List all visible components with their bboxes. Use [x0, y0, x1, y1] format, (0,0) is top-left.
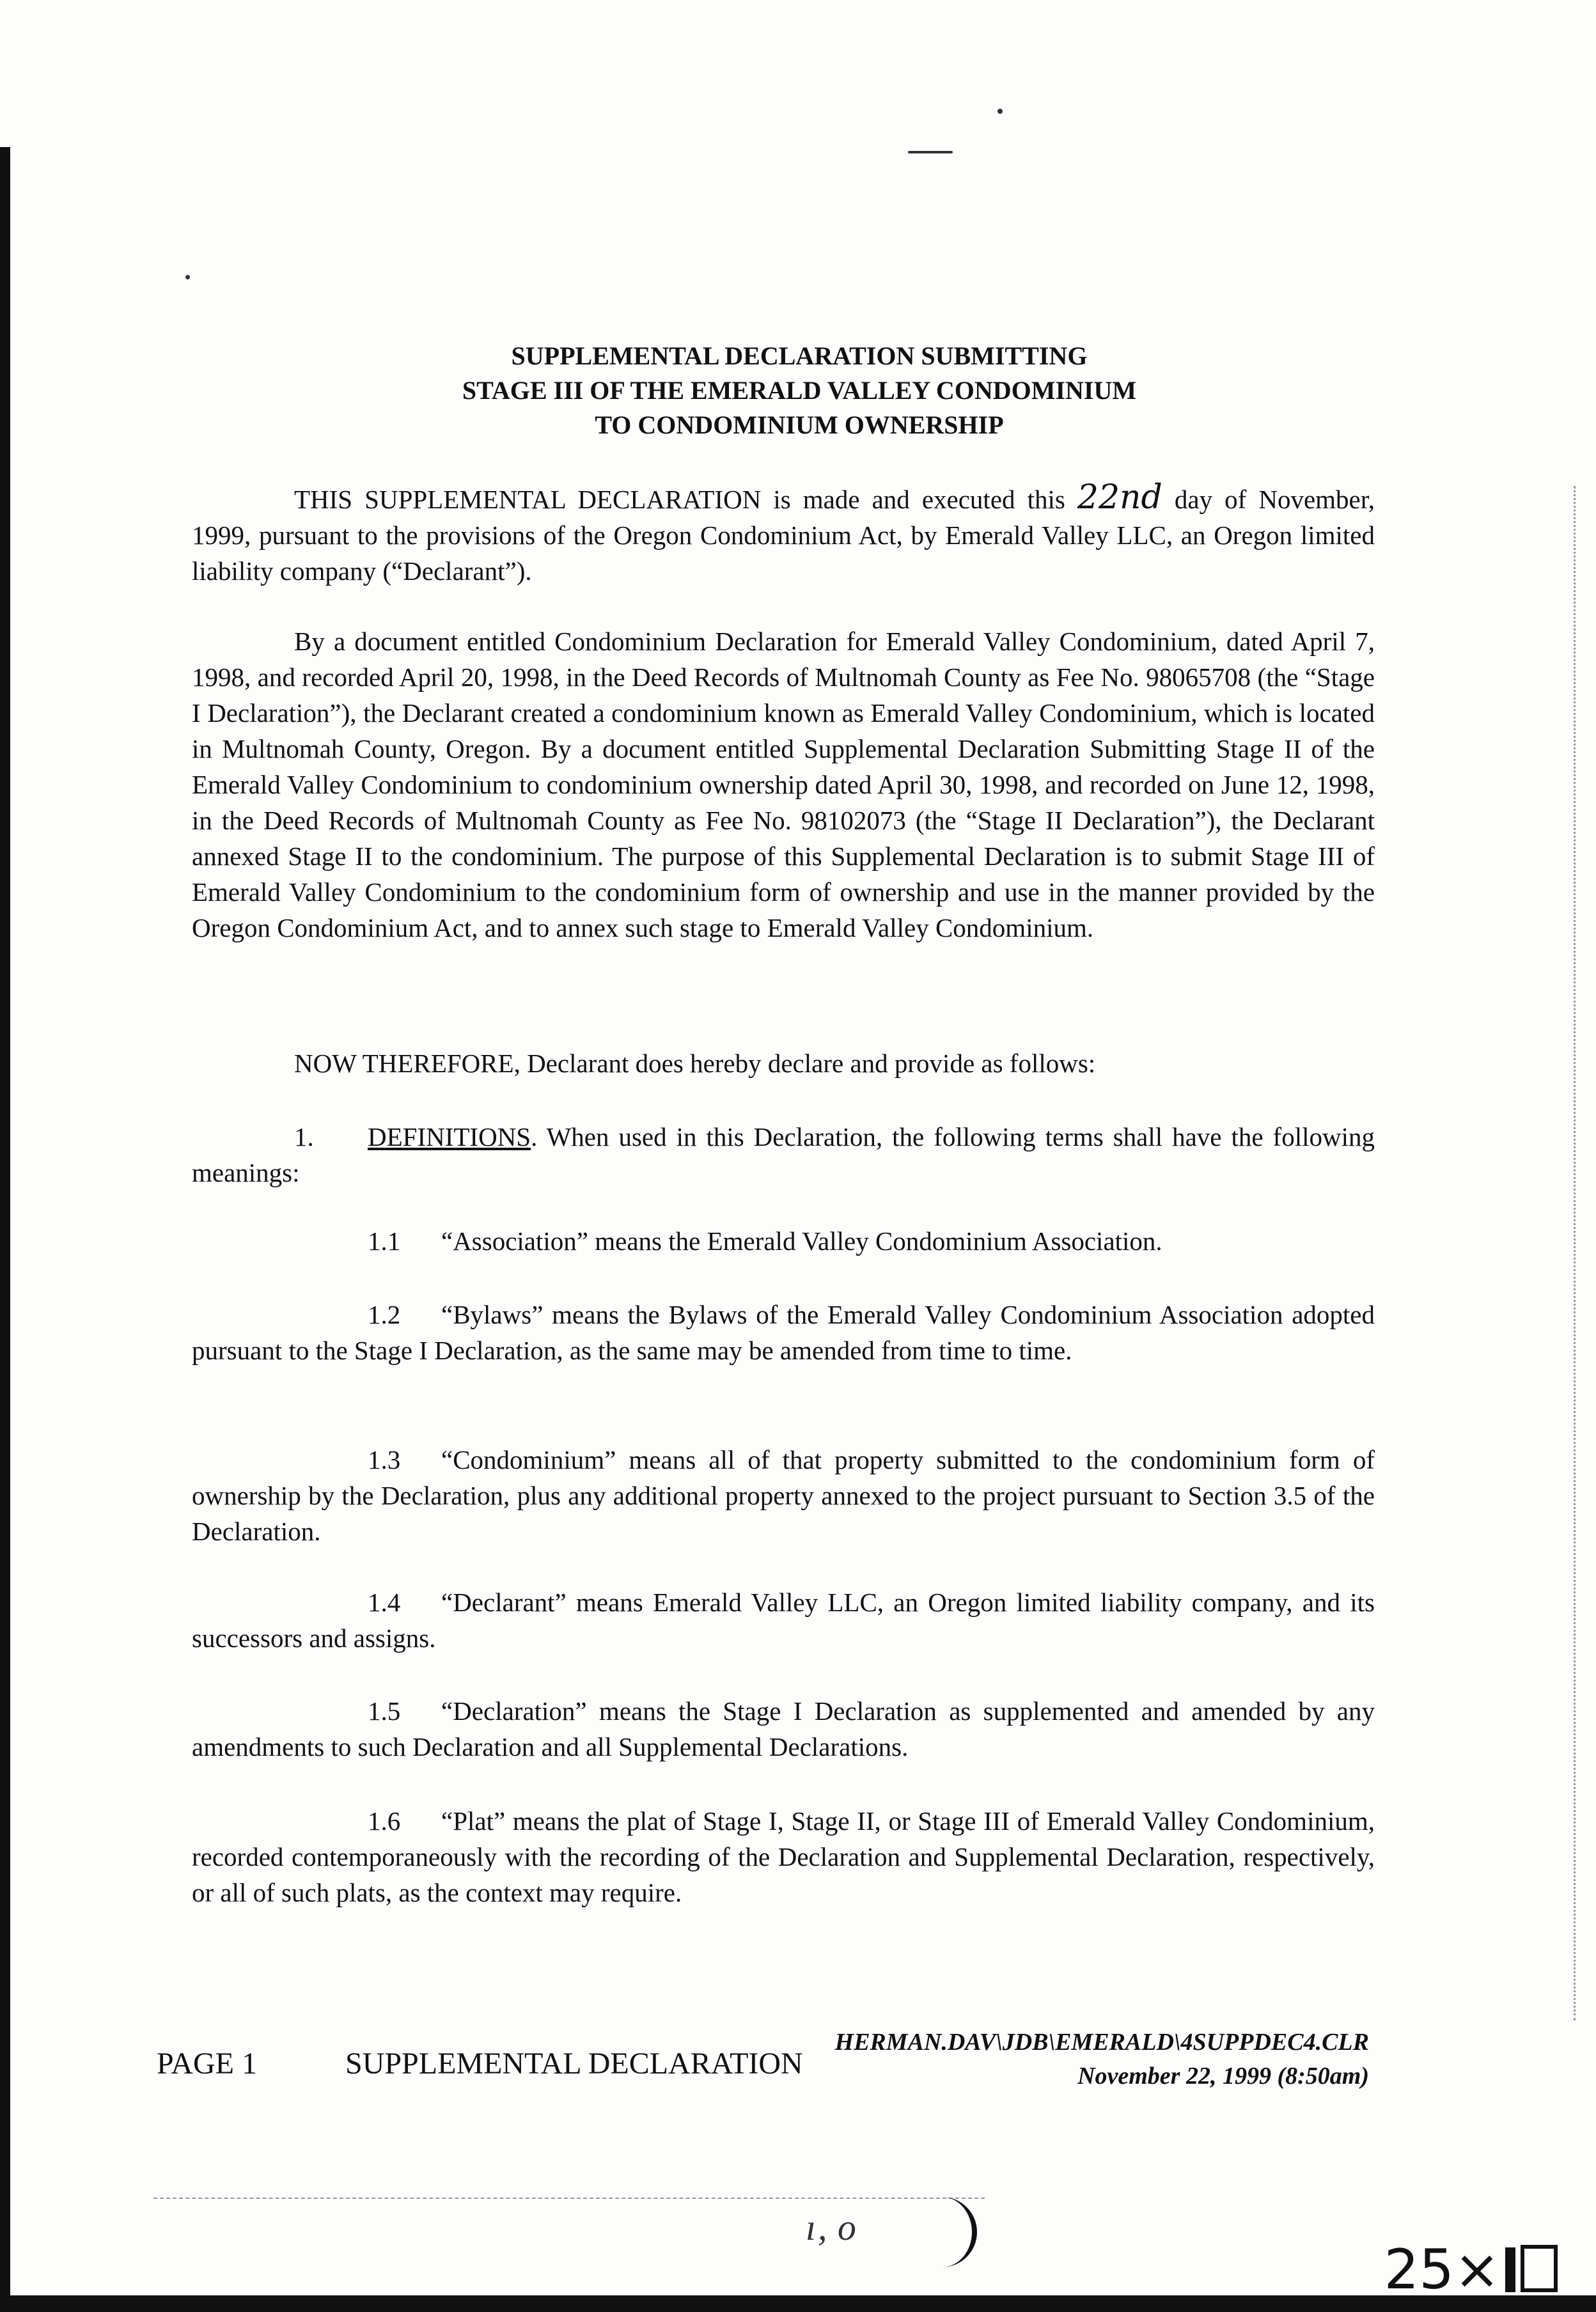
definition-1-2: [192, 1297, 1375, 1368]
definition-text: “Declarant” means Emerald Valley LLC, an Oregon limited liability company, and its successors and assigns.: [192, 1588, 1375, 1653]
definition-text: “Plat” means the plat of Stage I, Stage II, or Stage III of Emerald Valley Condominium, recorded contemporaneously with the recording of the Declaration and Supplemental Declaration, respectively, or all of such plats, as the context may require.: [192, 1806, 1375, 1907]
handwritten-day: 22nd: [1077, 478, 1162, 517]
definition-1-1: [192, 1223, 1375, 1259]
definition-number: 1.1: [368, 1226, 401, 1256]
definition-number: 1.5: [368, 1696, 401, 1726]
definition-1-3: [192, 1442, 1375, 1549]
definition-number: 1.4: [368, 1588, 401, 1617]
footer-file-path: HERMAN.DAV\JDB\EMERALD\4SUPPDEC4.CLR: [834, 2029, 1369, 2056]
recital-text: By a document entitled Condominium Declaration for Emerald Valley Condominium, dated April 7, 1998, and recorded April 20, 1998, in the Deed Records of Multnomah County as Fee No. 98065708 (the “Stage I Declaration”), the Declarant created a condominium known as Emerald Valley Condominium, which is located in Multnomah County, Oregon. By a document entitled Supplemental Declaration Submitting Stage II of the Emerald Valley Condominium to condominium ownership dated April 30, 1998, and recorded on June 12, 1998, in the Deed Records of Multnomah County as Fee No. 98102073 (the “Stage II Declaration”), the Declarant annexed Stage II to the condominium. The purpose of this Supplemental Declaration is to submit Stage III of Emerald Valley Condominium to the condominium form of ownership and use in the manner provided by the Oregon Condominium Act, and to annex such stage to Emerald Valley Condominium.: [192, 627, 1375, 942]
scan-speck: [185, 275, 190, 279]
scan-edge-bar: [0, 147, 10, 2312]
definition-1-6: [192, 1803, 1375, 1910]
definition-text: “Declaration” means the Stage I Declaration as supplemented and amended by any amendments to such Declaration and all Supplemental Declarations.: [192, 1696, 1375, 1761]
section-1-paragraph: [192, 1119, 1375, 1191]
scan-stamp-text: ı‚ o: [806, 2207, 856, 2248]
footer-document-title: SUPPLEMENTAL DECLARATION: [345, 2047, 803, 2081]
footer-date: November 22, 1999 (8:50am): [1077, 2063, 1369, 2089]
reduction-mark: [1384, 2238, 1558, 2302]
definition-number: 1.3: [368, 1445, 401, 1474]
now-therefore-text: NOW THEREFORE, Declarant does hereby declare and provide as follows:: [294, 1049, 1096, 1078]
definition-1-5: [192, 1693, 1375, 1765]
title-line-3: TO CONDOMINIUM OWNERSHIP: [595, 410, 1004, 439]
intro-after-day: day of November, 1999, pursuant to the provisions of the Oregon Condominium Act, by Emerald Valley LLC, an Oregon limited liability company (“Declarant”).: [192, 485, 1375, 586]
reduction-mark-square: [1521, 2245, 1558, 2292]
reduction-mark-box: [1505, 2247, 1515, 2292]
definition-number: 1.6: [368, 1806, 401, 1836]
definition-text: “Bylaws” means the Bylaws of the Emerald Valley Condominium Association adopted pursuant to the Stage I Declaration, as the same may be amended from time to time.: [192, 1300, 1375, 1365]
title-line-1: SUPPLEMENTAL DECLARATION SUBMITTING: [511, 341, 1088, 370]
now-therefore-paragraph: [192, 1045, 1375, 1081]
document-title: [192, 339, 1407, 442]
footer-page-number: PAGE 1: [157, 2047, 257, 2081]
definition-number: 1.2: [368, 1300, 401, 1329]
scan-edge-dots: [1574, 486, 1578, 2020]
intro-before-day: THIS SUPPLEMENTAL DECLARATION is made and executed this: [294, 485, 1065, 514]
recital-paragraph: [192, 623, 1375, 946]
section-1-text: . When used in this Declaration, the following terms shall have the following meanings:: [192, 1122, 1375, 1187]
section-1-number: 1.: [294, 1122, 314, 1152]
scan-bottom-band: [0, 2295, 1596, 2312]
reduction-mark-text: 25×: [1384, 2238, 1500, 2302]
intro-paragraph: [192, 480, 1375, 589]
scan-speck: [908, 151, 953, 153]
definition-text: “Condominium” means all of that property submitted to the condominium form of ownership by the Declaration, plus any additional property annexed to the project pursuant to Section 3.5 of the Declaration.: [192, 1445, 1375, 1546]
section-1-heading: DEFINITIONS: [368, 1122, 531, 1152]
title-line-2: STAGE III OF THE EMERALD VALLEY CONDOMINIUM: [462, 376, 1137, 405]
definition-1-4: [192, 1584, 1375, 1656]
scan-speck: [997, 109, 1003, 114]
definition-text: “Association” means the Emerald Valley Condominium Association.: [441, 1226, 1162, 1256]
